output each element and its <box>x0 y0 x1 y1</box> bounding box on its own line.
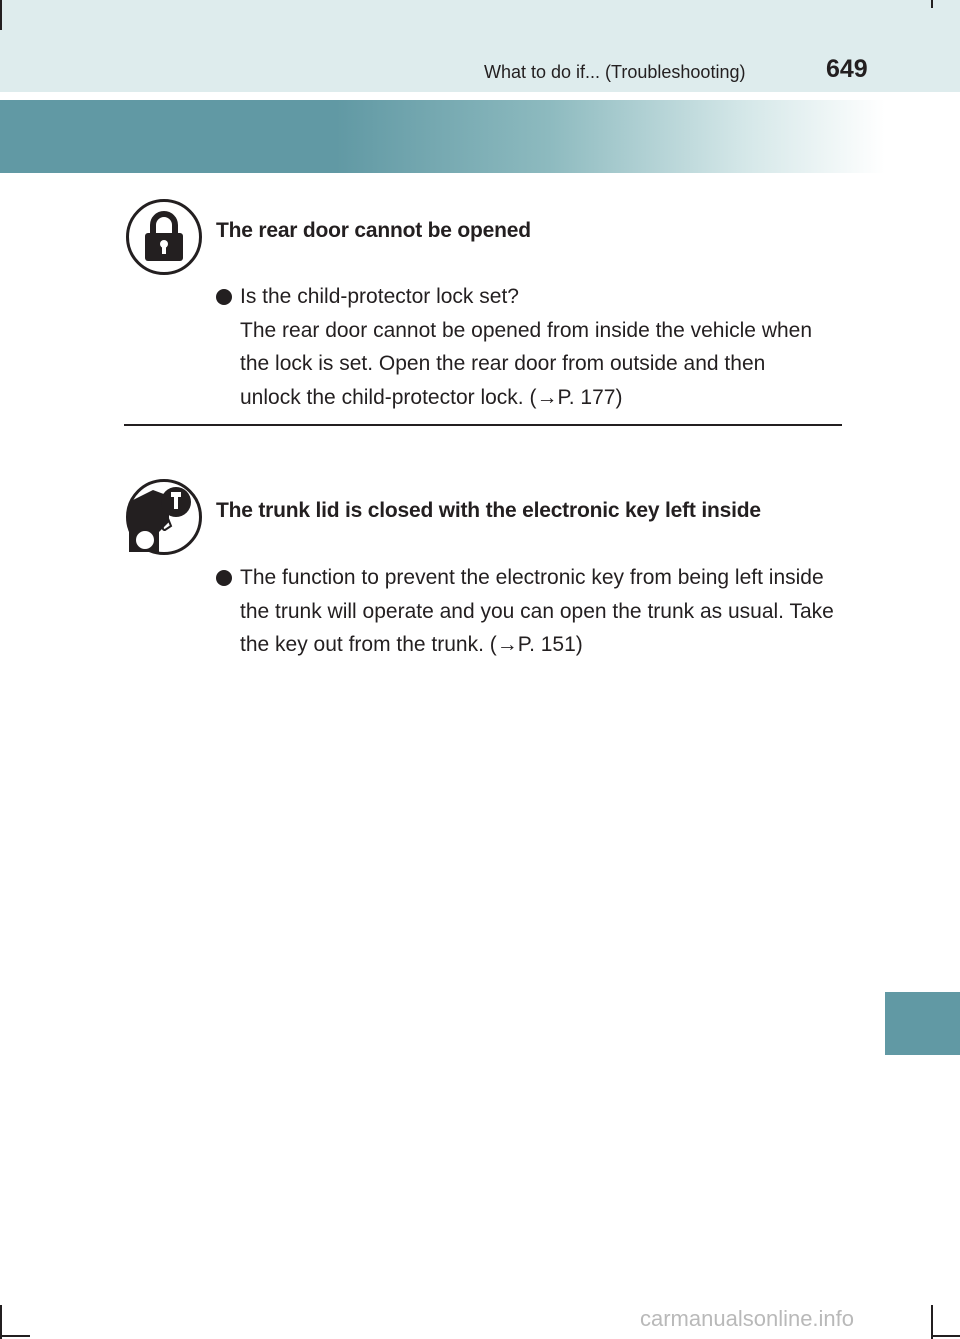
bullet-question: Is the child-protector lock set? <box>240 285 519 308</box>
page-number: 649 <box>826 55 868 83</box>
chapter-title: What to do if... (Troubleshooting) <box>484 62 746 82</box>
section-gradient-bar <box>0 100 885 173</box>
key-left-inside-icon <box>126 479 202 555</box>
section-divider <box>124 424 842 426</box>
crop-mark-bottom-left-v <box>0 1305 2 1339</box>
crop-mark-top-right-v <box>931 0 933 8</box>
text-line: The rear door cannot be opened from inside the vehicle when <box>240 318 813 342</box>
section-title-trunk-lid: The trunk lid is closed with the electronic key left inside <box>216 499 761 522</box>
crop-mark-bottom-right-h <box>931 1335 960 1337</box>
text-line: the lock is set. Open the rear door from outside and then <box>240 352 766 375</box>
section-title-rear-door: The rear door cannot be opened <box>216 219 531 242</box>
crop-mark-bottom-right-v <box>931 1305 933 1339</box>
padlock-icon <box>126 199 202 275</box>
bullet-text-trunk-lid <box>240 561 836 662</box>
bullet-point <box>216 570 232 586</box>
crop-mark-bottom-left-h <box>0 1335 30 1337</box>
bullet-point <box>216 289 232 305</box>
watermark: carmanualsonline.info <box>640 1306 855 1331</box>
crop-mark-top-left-v <box>0 0 2 30</box>
text-line: The function to prevent the electronic key from being left inside <box>240 566 824 589</box>
text-line: the key out from the trunk. (→P. 151) <box>240 633 583 656</box>
chapter-side-tab <box>885 992 960 1055</box>
text-line: the trunk will operate and you can open the trunk as usual. Take <box>240 599 834 623</box>
page-header-band <box>0 0 960 92</box>
bullet-text-rear-door <box>240 280 836 414</box>
text-line: unlock the child-protector lock. (→P. 177) <box>240 385 623 409</box>
